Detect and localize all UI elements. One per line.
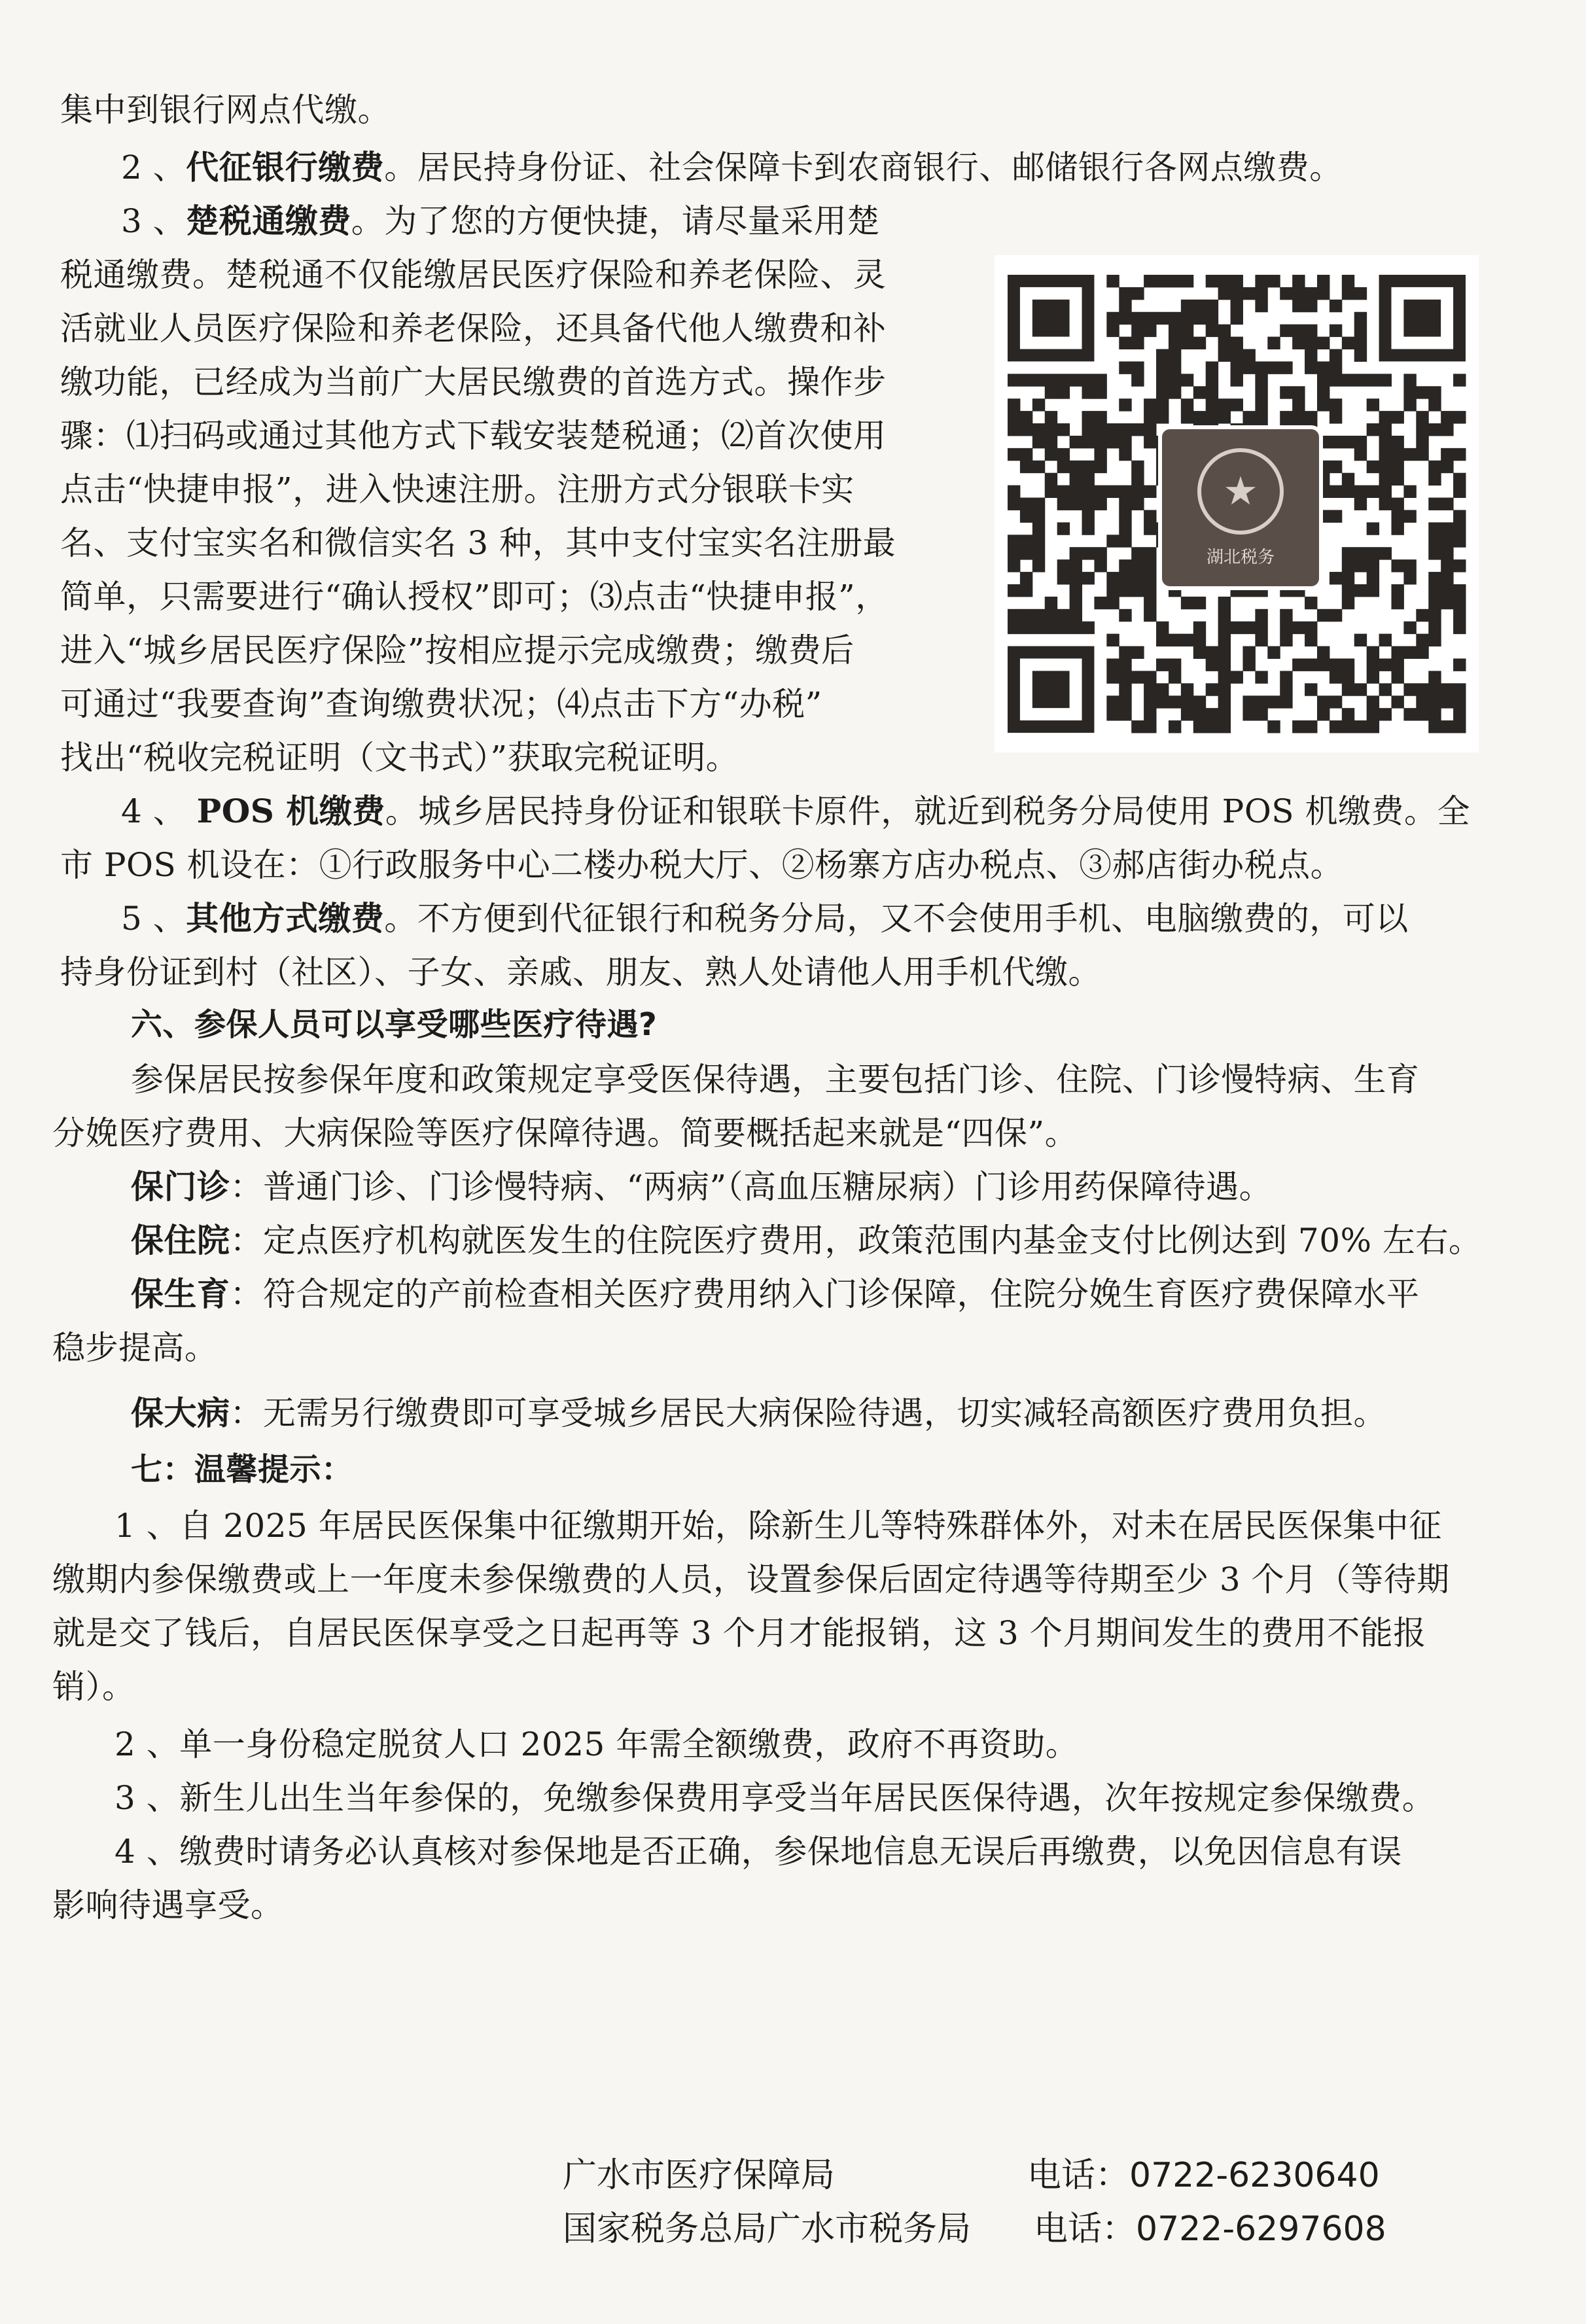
benefit-title: 保住院: [131, 1222, 230, 1259]
text-line: 保门诊：普通门诊、门诊慢特病、“两病”（高血压糖尿病）门诊用药保障待遇。: [131, 1168, 1273, 1206]
benefit-title: 保门诊: [131, 1168, 230, 1206]
text-line: 5 、其他方式缴费。不方便到代征银行和税务分局，又不会使用手机、电脑缴费的，可以: [121, 899, 1409, 938]
text-line: 市 POS 机设在：①行政服务中心二楼办税大厅、②杨寨方店办税点、③郝店街办税点。: [60, 846, 1344, 884]
text-line: 骤：⑴扫码或通过其他方式下载安装楚税通；⑵首次使用: [60, 417, 887, 455]
text-line: 4 、 POS 机缴费。城乡居民持身份证和银联卡原件，就近到税务分局使用 POS 机缴费。全: [121, 792, 1470, 830]
footer-org-healthcare: 广水市医疗保障局: [563, 2156, 836, 2195]
text-line: 集中到银行网点代缴。: [60, 91, 391, 129]
text-line: 点击“快捷申报”，进入快速注册。注册方式分银联卡实: [60, 470, 855, 508]
text-line: 可通过“我要查询”查询缴费状况；⑷点击下方“办税”: [60, 685, 822, 723]
text-line: 简单，只需要进行“确认授权”即可；⑶点击“快捷申报”，: [60, 578, 889, 616]
item-title: 楚税通缴费: [186, 202, 351, 240]
text-line: 分娩医疗费用、大病保险等医疗保障待遇。简要概括起来就是“四保”。: [52, 1114, 1078, 1152]
item-title: 代征银行缴费: [186, 148, 385, 186]
text-line: 缴功能，已经成为当前广大居民缴费的首选方式。操作步: [60, 363, 887, 401]
footer-org-tax: 国家税务总局广水市税务局: [563, 2210, 972, 2249]
item-title: POS 机缴费: [196, 792, 385, 830]
text-line: 保生育：符合规定的产前检查相关医疗费用纳入门诊保障，住院分娩生育医疗费保障水平: [131, 1275, 1420, 1313]
text-line: 活就业人员医疗保险和养老保险，还具备代他人缴费和补: [60, 309, 887, 347]
text-line: 持身份证到村（社区）、子女、亲戚、朋友、熟人处请他人用手机代缴。: [60, 953, 1101, 991]
footer-phone-healthcare: 电话：0722-6230640: [1027, 2156, 1380, 2195]
text-line: 缴期内参保缴费或上一年度未参保缴费的人员，设置参保后固定待遇等待期至少 3 个月（等待期: [52, 1560, 1450, 1598]
text-line: 名、支付宝实名和微信实名 3 种，其中支付宝实名注册最: [60, 524, 896, 562]
text-line: 2 、代征银行缴费。居民持身份证、社会保障卡到农商银行、邮储银行各网点缴费。: [121, 148, 1343, 186]
text-line: 就是交了钱后，自居民医保享受之日起再等 3 个月才能报销，这 3 个月期间发生的费用不能报: [52, 1614, 1426, 1652]
qr-code[interactable]: [995, 255, 1479, 752]
item-title: 其他方式缴费: [186, 899, 385, 938]
text-line: 保住院：定点医疗机构就医发生的住院医疗费用，政策范围内基金支付比例达到 70% 左右。: [131, 1222, 1482, 1259]
tax-emblem: [1158, 425, 1323, 590]
text-line: 3 、新生儿出生当年参保的，免缴参保费用享受当年居民医保待遇，次年按规定参保缴费。: [115, 1779, 1436, 1817]
footer-phone-tax: 电话：0722-6297608: [1034, 2210, 1386, 2249]
emblem-label: 湖北税务: [1206, 547, 1275, 567]
emblem-icon: ★: [1197, 448, 1284, 535]
text-line: 销）。: [52, 1668, 135, 1706]
section-heading: 六、参保人员可以享受哪些医疗待遇?: [131, 1006, 658, 1043]
benefit-title: 保大病: [131, 1394, 230, 1432]
text-line: 找出“税收完税证明（文书式）”获取完税证明。: [60, 739, 739, 777]
benefit-title: 保生育: [131, 1275, 230, 1313]
text-line: 2 、单一身份稳定脱贫人口 2025 年需全额缴费，政府不再资助。: [115, 1725, 1079, 1763]
text-line: 保大病：无需另行缴费即可享受城乡居民大病保险待遇，切实减轻高额医疗费用负担。: [131, 1394, 1386, 1432]
text-line: 3 、楚税通缴费。为了您的方便快捷，请尽量采用楚: [121, 202, 880, 240]
text-line: 参保居民按参保年度和政策规定享受医保待遇，主要包括门诊、住院、门诊慢特病、生育: [131, 1061, 1420, 1099]
text-line: 1 、自 2025 年居民医保集中征缴期开始，除新生儿等特殊群体外，对未在居民医保集中征: [115, 1507, 1442, 1545]
text-line: 影响待遇享受。: [52, 1886, 284, 1924]
text-line: 税通缴费。楚税通不仅能缴居民医疗保险和养老保险、灵: [60, 256, 887, 294]
text-line: 进入“城乡居民医疗保险”按相应提示完成缴费；缴费后: [60, 631, 855, 669]
section-heading: 七：温馨提示：: [131, 1451, 353, 1488]
text-line: 4 、缴费时请务必认真核对参保地是否正确，参保地信息无误后再缴费，以免因信息有误: [115, 1833, 1402, 1871]
text-line: 稳步提高。: [52, 1329, 218, 1367]
